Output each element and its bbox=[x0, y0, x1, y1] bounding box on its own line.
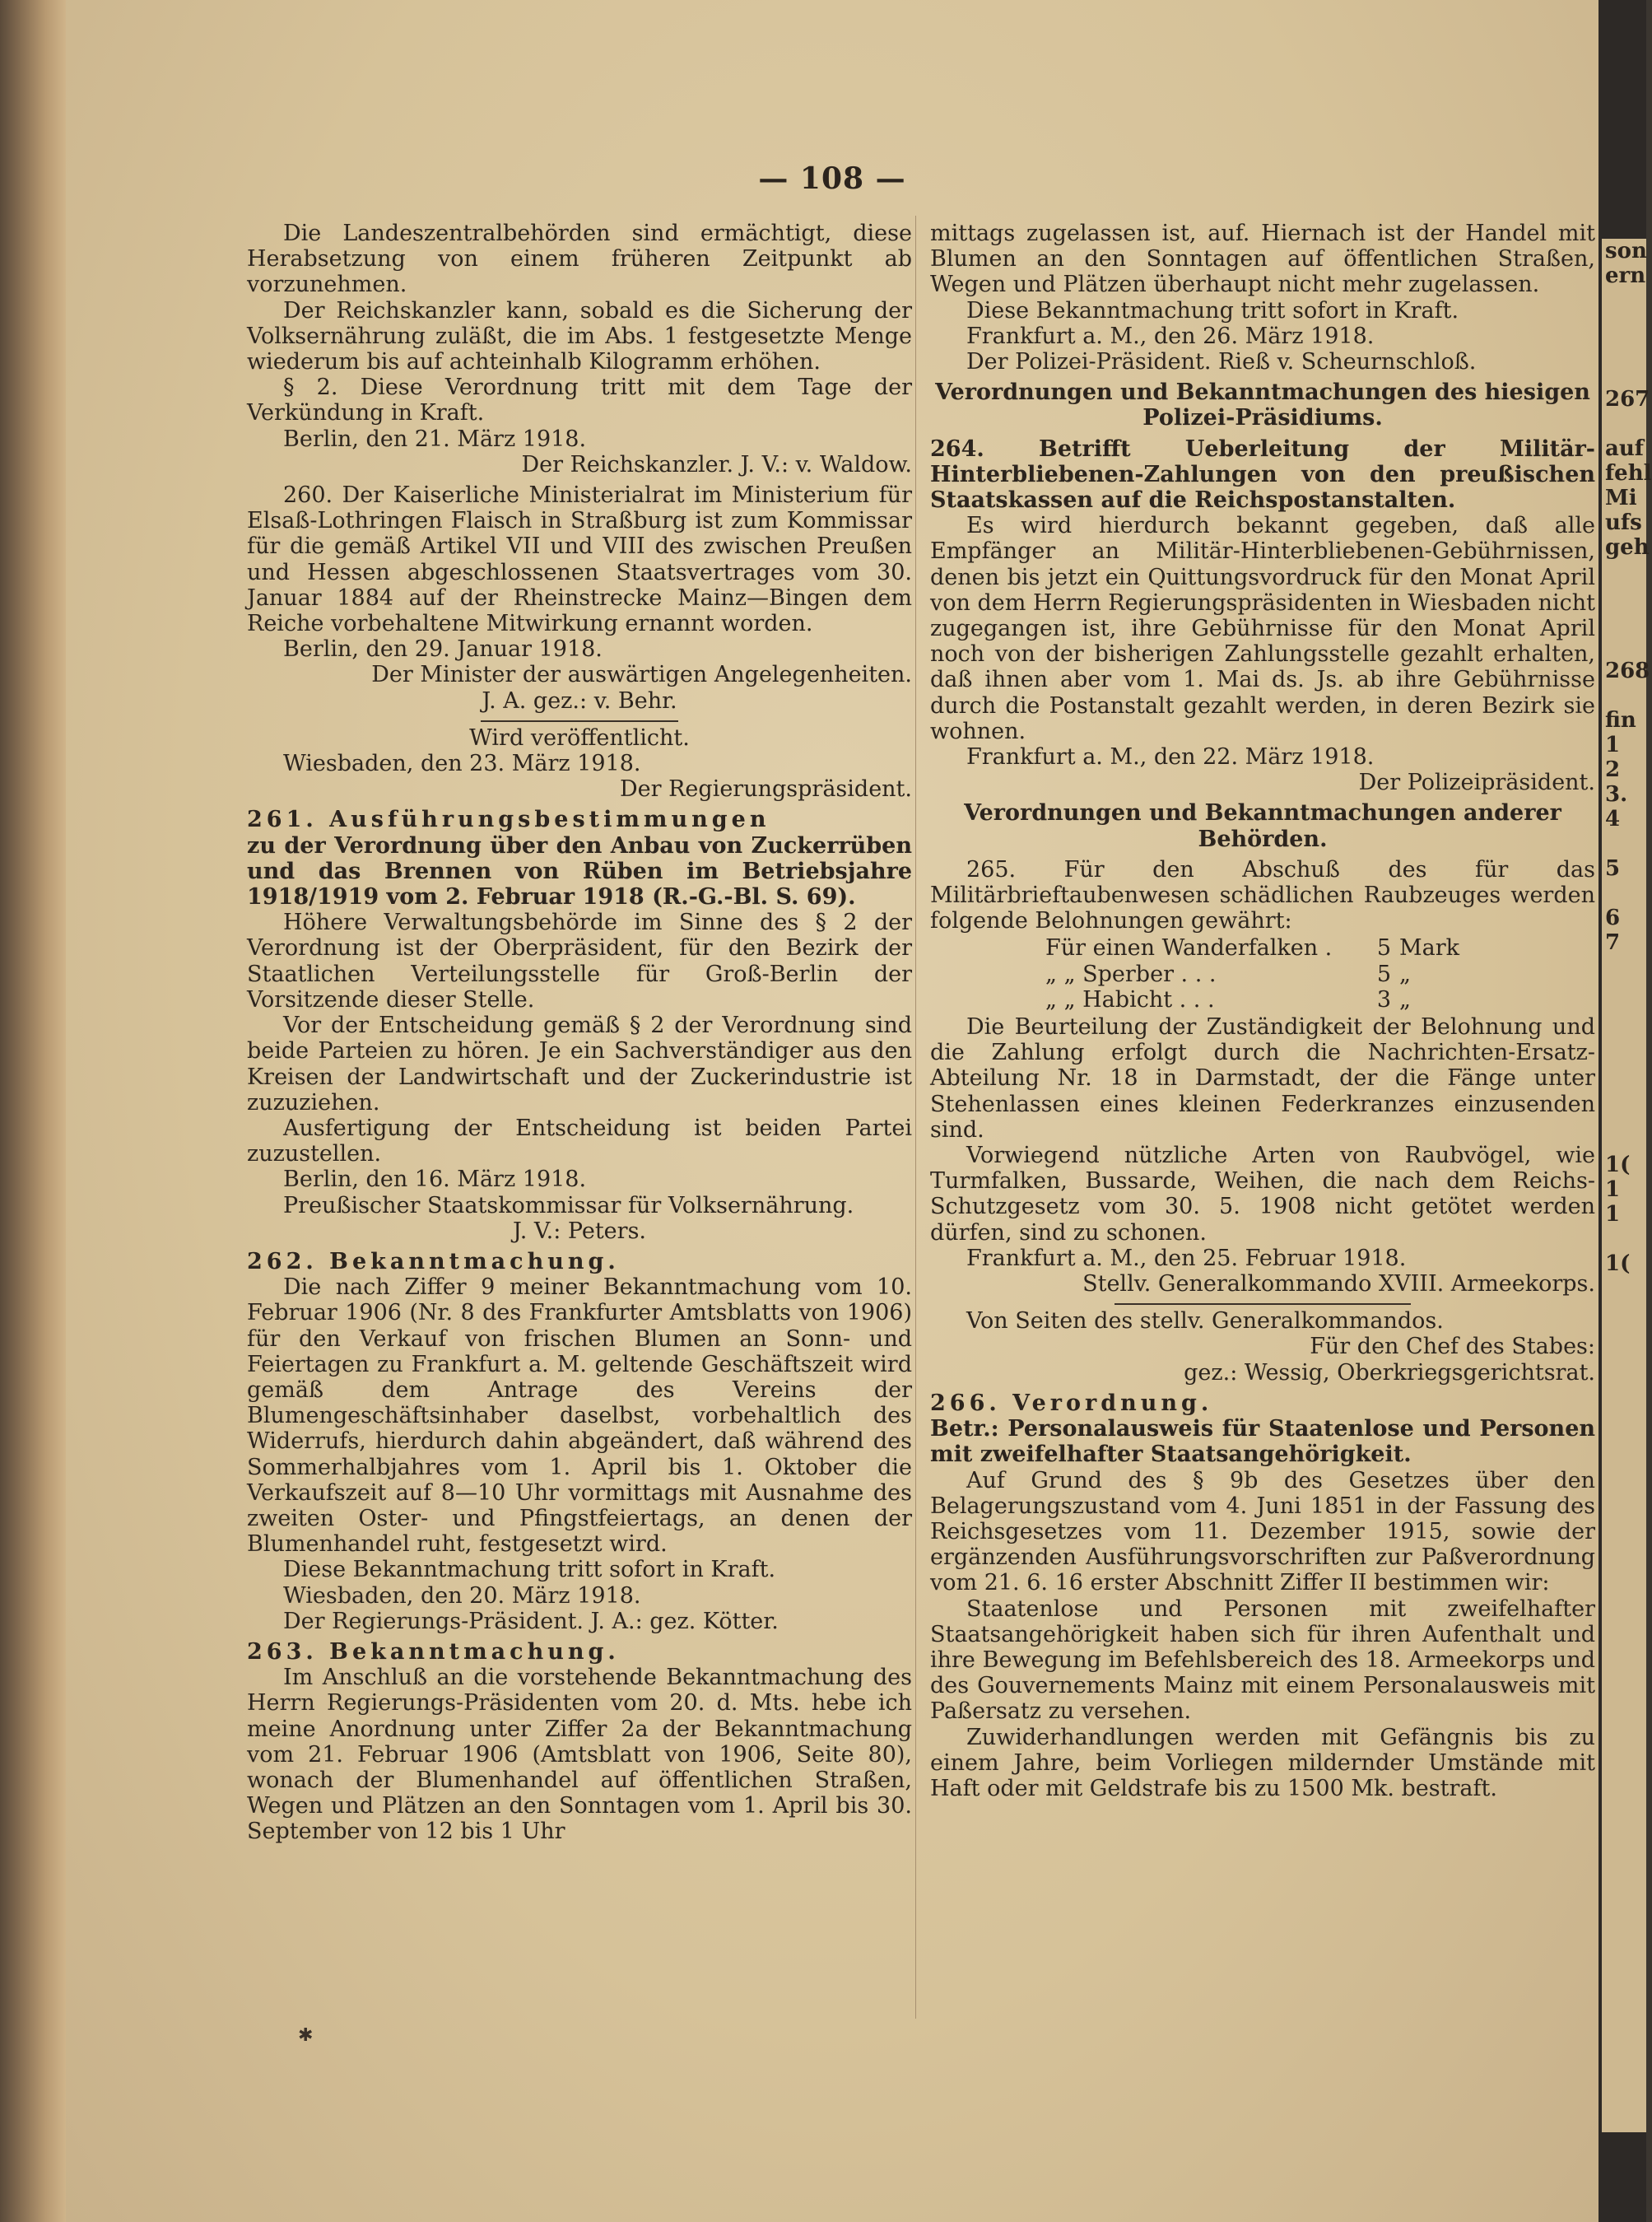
right-column bbox=[930, 221, 1595, 1801]
signature: Der Regierungspräsident. bbox=[619, 776, 912, 803]
edge-fragment bbox=[1602, 881, 1646, 906]
signature: Der Regierungs-Präsident. J. A.: gez. Kötter. bbox=[283, 1608, 779, 1634]
section-heading: Verordnungen und Bekanntmachungen des hiesigen Polizei-Präsidiums. bbox=[935, 380, 1590, 431]
edge-fragment bbox=[1602, 288, 1646, 313]
edge-fragment bbox=[1602, 1078, 1646, 1103]
edge-fragment bbox=[1602, 412, 1646, 436]
column-divider bbox=[915, 216, 916, 2019]
paragraph: Staatenlose und Personen mit zweifelhafter Staatsangehörigkeit haben sich für ihren Aufenthalt und ihre Bewegung im Befehlsbereich des 18. Armeekorps und des Gouvernements Mainz mit einem Personalausweis mit Paßersatz zu versehen. bbox=[930, 1595, 1595, 1725]
reward-row bbox=[1045, 935, 1595, 961]
signature: Für den Chef des Stabes: bbox=[1310, 1334, 1595, 1360]
printer-mark-icon: ✱ bbox=[298, 2025, 314, 2046]
edge-fragment: 1 bbox=[1605, 1177, 1621, 1202]
edge-fragment: 2 bbox=[1605, 757, 1621, 782]
notice-260: 260. Der Kaiserliche Ministerialrat im Ministerium für Elsaß-Lothringen Flaisch in Straßburg ist zum Kommissar für die gemäß Artikel VII und VIII des zwischen Preußen und Hessen abgeschlossenen Staatsvertrages vom 30. Januar 1884 auf der Rheinstrecke Mainz—Bingen dem Reiche vorbehaltene Mitwirkung ernannt worden. bbox=[247, 482, 912, 637]
place-date: Frankfurt a. M., den 25. Februar 1918. bbox=[966, 1245, 1407, 1271]
reward-unit: „ bbox=[1399, 986, 1411, 1013]
edge-fragment: 268 bbox=[1605, 659, 1650, 683]
paragraph: Vorwiegend nützliche Arten von Raubvögel, wie Turmfalken, Bussarde, Weihen, die nach dem Reichs-Schutzgesetz vom 30. 5. 1908 nicht getötet werden dürfen, sind zu schonen. bbox=[930, 1143, 1595, 1246]
reward-amount: 5 bbox=[1376, 961, 1391, 987]
paragraph: Auf Grund des § 9b des Gesetzes über den Belagerungszustand vom 4. Juni 1851 in der Fassung des Reichsgesetzes vom 11. Dezember 1915, sowie der ergänzenden Ausführungsvorschriften zur Paßverordnung vom 21. 6. 16 erster Abschnitt Ziffer II bestimmen wir: bbox=[930, 1467, 1595, 1596]
edge-fragment bbox=[1602, 1054, 1646, 1078]
edge-fragment bbox=[1602, 560, 1646, 585]
left-column bbox=[247, 221, 912, 1845]
edge-fragment: 1 bbox=[1605, 1202, 1621, 1227]
edge-fragment: ufs bbox=[1605, 510, 1642, 535]
edge-fragment bbox=[1602, 980, 1646, 1004]
place-date: Wiesbaden, den 23. März 1918. bbox=[283, 751, 641, 777]
edge-fragment: 5 bbox=[1605, 856, 1621, 881]
place-date: Berlin, den 29. Januar 1918. bbox=[283, 636, 603, 663]
reward-animal: Für einen Wanderfalken . bbox=[1045, 935, 1333, 962]
signature: Von Seiten des stellv. Generalkommandos. bbox=[966, 1308, 1444, 1335]
edge-fragment: Mi bbox=[1605, 486, 1637, 510]
place-date: Wiesbaden, den 20. März 1918. bbox=[283, 1582, 641, 1609]
paragraph: Diese Bekanntmachung tritt sofort in Kraft. bbox=[966, 297, 1459, 324]
reward-animal: „ „ Sperber . . . bbox=[1045, 961, 1217, 987]
signature: J. A. gez.: v. Behr. bbox=[482, 687, 677, 714]
edge-fragment bbox=[1602, 1227, 1646, 1251]
edge-fragment: son bbox=[1605, 239, 1647, 263]
edge-fragment: 6 bbox=[1605, 906, 1621, 930]
signature: gez.: Wessig, Oberkriegsgerichtsrat. bbox=[1184, 1359, 1595, 1386]
edge-fragment: 4 bbox=[1605, 807, 1621, 832]
notice-266-heading: 266. Verordnung. bbox=[930, 1390, 1213, 1416]
notice-261-heading: 261. Ausführungsbestimmungen bbox=[247, 807, 770, 833]
edge-fragment: 267 bbox=[1605, 387, 1650, 412]
paragraph: Die Landeszentralbehörden sind ermächtigt, diese Herabsetzung von einem früheren Zeitpunkt ab vorzunehmen. bbox=[247, 221, 912, 298]
signature: Preußischer Staatskommissar für Volksernährung. bbox=[283, 1192, 854, 1218]
signature: Stellv. Generalkommando XVIII. Armeekorps. bbox=[1082, 1271, 1595, 1297]
edge-fragment bbox=[1602, 955, 1646, 980]
edge-fragment: fin bbox=[1605, 708, 1636, 733]
signature: J. V.: Peters. bbox=[512, 1218, 647, 1244]
edge-fragment: 1 bbox=[1605, 733, 1621, 757]
document-page bbox=[66, 0, 1598, 2222]
paragraph: Vor der Entscheidung gemäß § 2 der Verordnung sind beide Parteien zu hören. Je ein Sachverständiger aus den Kreisen der Landwirtschaft und der Zuckerindustrie ist zuzuziehen. bbox=[247, 1013, 912, 1116]
adjacent-page-edge bbox=[1602, 239, 1652, 2132]
paragraph: § 2. Diese Verordnung tritt mit dem Tage der Verkündung in Kraft. bbox=[247, 375, 912, 426]
paragraph: Der Reichskanzler kann, sobald es die Sicherung der Volksernährung zuläßt, die im Abs. 1 festgesetzte Menge wiederum bis auf achteinhalb Kilogramm erhöhen. bbox=[247, 297, 912, 375]
signature: Der Minister der auswärtigen Angelegenheiten. bbox=[371, 662, 912, 688]
reward-animal: „ „ Habicht . . . bbox=[1045, 986, 1215, 1013]
edge-fragment bbox=[1602, 1004, 1646, 1029]
edge-fragment: 1( bbox=[1605, 1153, 1631, 1177]
paragraph: mittags zugelassen ist, auf. Hiernach ist der Handel mit Blumen an den Sonntagen auf öffentlichen Straßen, Wegen und Plätzen überhaupt nicht mehr zugelassen. bbox=[930, 221, 1595, 298]
edge-fragment bbox=[1602, 338, 1646, 362]
publication-note: Wird veröffentlicht. bbox=[469, 724, 690, 751]
edge-fragment bbox=[1602, 634, 1646, 659]
edge-fragment bbox=[1602, 585, 1646, 609]
place-date: Frankfurt a. M., den 26. März 1918. bbox=[966, 323, 1375, 349]
edge-fragment: 7 bbox=[1605, 930, 1621, 955]
notice-262-heading: 262. Bekanntmachung. bbox=[247, 1248, 620, 1274]
paragraph: Ausfertigung der Entscheidung ist beiden Partei zuzustellen. bbox=[247, 1115, 912, 1167]
separator-rule bbox=[481, 720, 678, 722]
edge-fragment bbox=[1602, 1103, 1646, 1128]
reward-row bbox=[1045, 962, 1595, 987]
book-binding-left bbox=[0, 0, 66, 2222]
paragraph: Zuwiderhandlungen werden mit Gefängnis bis zu einem Jahre, beim Vorliegen mildernder Umstände mit Haft oder mit Geldstrafe bis zu 1500 Mk. bestraft. bbox=[930, 1724, 1595, 1801]
signature: Der Reichskanzler. J. V.: v. Waldow. bbox=[521, 451, 912, 477]
edge-fragment: auf bbox=[1605, 436, 1644, 461]
reward-row bbox=[1045, 987, 1595, 1013]
paragraph: Es wird hierdurch bekannt gegeben, daß alle Empfänger an Militär-Hinterbliebenen-Gebührnissen, denen bis jetzt ein Quittungsvordruck für den Monat April von dem Herrn Regierungspräsidenten in Wiesbaden nicht zugegangen ist, ihre Gebührnisse für den Monat April noch von der bisherigen Zahlungsstelle gezahlt erhalten, daß ihnen aber vom 1. Mai ds. Js. ab ihre Gebührnisse durch die Postanstalt gezahlt werden, in deren Bezirk sie wohnen. bbox=[930, 513, 1595, 744]
paragraph: Im Anschluß an die vorstehende Bekanntmachung des Herrn Regierungs-Präsidenten vom 20. d. Mts. hebe ich meine Anordnung unter Ziffer 2a der Bekanntmachung vom 21. Februar 1906 (Amtsblatt von 1906, Seite 80), wonach der Blumenhandel auf öffentlichen Straßen, Wegen und Plätzen an den Sonntagen vom 1. April bis 30. September von 12 bis 1 Uhr bbox=[247, 1665, 912, 1845]
notice-266-subject: Betr.: Personalausweis für Staatenlose und Personen mit zweifelhafter Staatsangehörigkeit. bbox=[930, 1416, 1595, 1468]
edge-fragment: 1( bbox=[1605, 1251, 1631, 1276]
edge-fragment: fehl bbox=[1605, 461, 1652, 486]
paragraph: Höhere Verwaltungsbehörde im Sinne des § 2 der Verordnung ist der Oberpräsident, für den Bezirk der Staatlichen Verteilungsstelle für Groß-Berlin der Vorsitzende dieser Stelle. bbox=[247, 910, 912, 1013]
edge-fragment bbox=[1602, 683, 1646, 708]
place-date: Frankfurt a. M., den 22. März 1918. bbox=[966, 744, 1375, 771]
page-number: — 108 — bbox=[758, 161, 906, 196]
reward-amount: 5 bbox=[1376, 935, 1391, 962]
signature: Der Polizeipräsident. bbox=[1358, 770, 1595, 796]
edge-fragment: ern bbox=[1605, 263, 1646, 288]
notice-263-heading: 263. Bekanntmachung. bbox=[247, 1638, 620, 1665]
edge-fragment bbox=[1602, 609, 1646, 634]
paragraph: Diese Bekanntmachung tritt sofort in Kraft. bbox=[283, 1557, 776, 1583]
paragraph: Die Beurteilung der Zuständigkeit der Belohnung und die Zahlung erfolgt durch die Nachrichten-Ersatz-Abteilung Nr. 18 in Darmstadt, der die Fänge unter Stehenlassen eines kleinen Federkranzes einzusenden sind. bbox=[930, 1014, 1595, 1143]
reward-unit: „ bbox=[1399, 961, 1411, 987]
reward-amount: 3 bbox=[1376, 986, 1391, 1013]
reward-unit: Mark bbox=[1399, 935, 1460, 962]
paragraph: Die nach Ziffer 9 meiner Bekanntmachung vom 10. Februar 1906 (Nr. 8 des Frankfurter Amtsblatts von 1906) für den Verkauf von frischen Blumen an Sonn- und Feiertagen zu Frankfurt a. M. geltende Geschäftszeit wird gemäß dem Antrage des Vereins der Blumengeschäftsinhaber daselbst, vorbehaltlich des Widerrufs, hierdurch dahin abgeändert, daß während des Sommerhalbjahres vom 1. April bis 1. Oktober die Verkaufszeit auf 8—10 Uhr vormittags mit Ausnahme des zweiten Oster- und Pfingstfeiertags, an denen der Blumenhandel ruht, festgesetzt wird. bbox=[247, 1274, 912, 1558]
notice-264-heading: 264. Betrifft Ueberleitung der Militär-Hinterbliebenen-Zahlungen von den preußischen Staatskassen auf die Reichspostanstalten. bbox=[930, 436, 1595, 514]
edge-fragment bbox=[1602, 313, 1646, 338]
signature: Der Polizei-Präsident. Rieß v. Scheurnschloß. bbox=[966, 349, 1477, 375]
edge-fragment bbox=[1602, 1276, 1646, 1301]
notice-261-subheading: zu der Verordnung über den Anbau von Zuckerrüben und das Brennen von Rüben im Betriebsjahre 1918/1919 vom 2. Februar 1918 (R.-G.-Bl. S. 69). bbox=[247, 832, 912, 911]
edge-fragment bbox=[1602, 1029, 1646, 1054]
notice-265-intro: 265. Für den Abschuß des für das Militärbrieftaubenwesen schädlichen Raubzeuges werden folgende Belohnungen gewährt: bbox=[930, 856, 1595, 934]
separator-rule bbox=[1115, 1303, 1411, 1305]
place-date: Berlin, den 21. März 1918. bbox=[283, 426, 587, 452]
edge-fragment: geh bbox=[1605, 535, 1650, 560]
edge-fragment bbox=[1602, 832, 1646, 856]
edge-fragment bbox=[1602, 1128, 1646, 1153]
reward-table bbox=[1045, 935, 1595, 1013]
place-date: Berlin, den 16. März 1918. bbox=[283, 1167, 587, 1193]
edge-fragment bbox=[1602, 362, 1646, 387]
section-heading: Verordnungen und Bekanntmachungen anderer Behörden. bbox=[964, 800, 1561, 852]
edge-fragment: 3. bbox=[1605, 782, 1628, 807]
